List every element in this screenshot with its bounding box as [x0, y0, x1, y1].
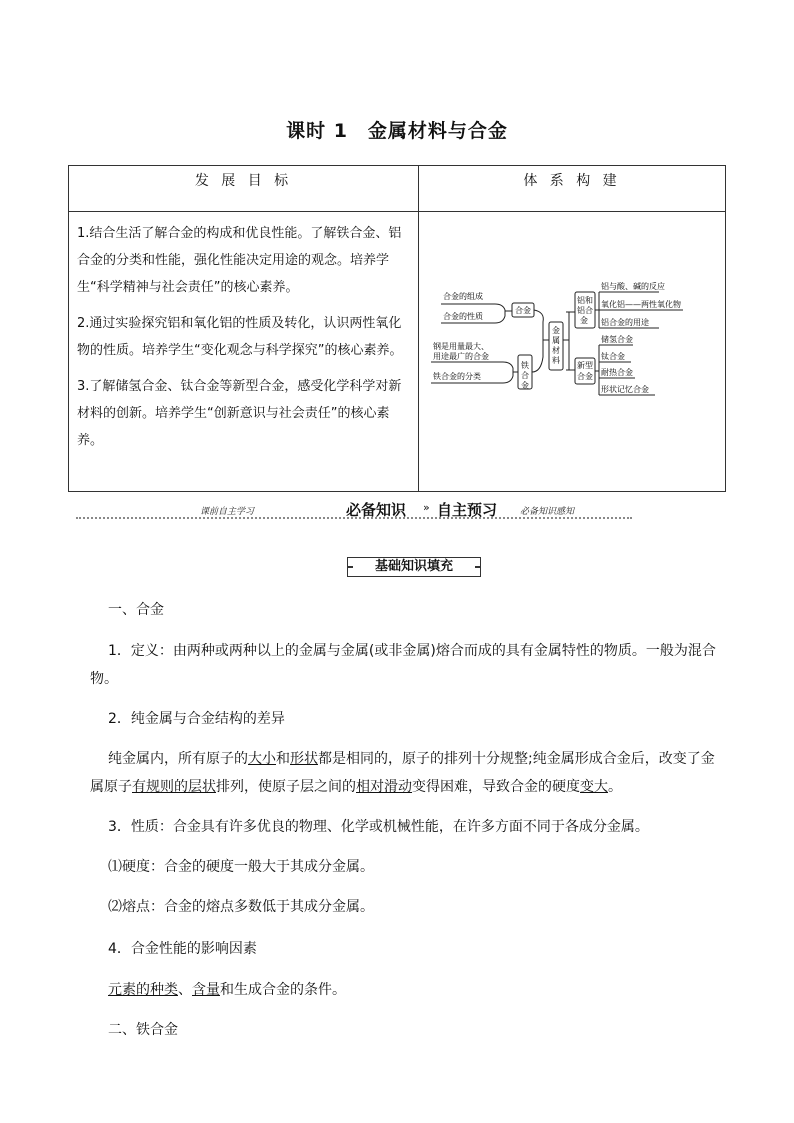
diagram-center-3: 材 [552, 346, 560, 355]
heading-alloy: 一、合金 [108, 602, 164, 618]
diagram-al-1: 铝和 [577, 296, 593, 305]
para-melting: ⑵熔点：合金的熔点多数低于其成分金属。 [108, 899, 374, 915]
banner-main1: 必备知识 [346, 501, 407, 519]
blank-size: 大小 [248, 751, 276, 767]
section-tag: 基础知识填充 [347, 557, 481, 577]
goal-item: 1.结合生活了解合金的构成和优良性能。了解铁合金、铝合金的分类和性能，强化性能决定用途的观念。培养学生“科学精神与社会责任”的核心素养。 [77, 226, 402, 295]
diagram-heat-resistant: 耐热合金 [601, 368, 633, 377]
diagram-steel-line2: 用途最广的合金 [433, 352, 489, 361]
banner-right: 必备知识感知 [520, 507, 575, 517]
para-structure-heading: 2．纯金属与合金结构的差异 [108, 711, 285, 727]
diagram-al-3: 金 [580, 316, 588, 325]
diagram-center-1: 金 [552, 326, 560, 335]
diagram-iron-alloy-3: 金 [521, 381, 529, 390]
blank-content: 含量 [192, 982, 220, 998]
blank-layered: 有规则的层状 [132, 779, 216, 795]
blank-sliding: 相对滑动 [356, 779, 412, 795]
diagram-new-1: 新型 [577, 361, 593, 370]
para-definition-2: 物。 [90, 671, 118, 687]
diagram-alloy: 合金 [515, 306, 531, 315]
para-definition-1: 1．定义：由两种或两种以上的金属与金属(或非金属)熔合而成的具有金属特性的物质。一般为混合 [108, 643, 716, 659]
diagram-al-uses: 铝合金的用途 [601, 318, 649, 327]
blank-harder: 变大 [580, 779, 608, 795]
goal-item: 3.了解储氢合金、钛合金等新型合金，感受化学科学对新材料的创新。培养学生“创新意识与社会责任”的核心素养。 [77, 379, 402, 448]
diagram-center-2: 属 [552, 336, 560, 345]
arrow-icon: » [423, 501, 430, 514]
diagram-al-acid-base: 铝与酸、碱的反应 [601, 282, 665, 291]
goals-cell [69, 212, 419, 492]
diagram-hydrogen-storage: 储氢合金 [601, 335, 633, 344]
diagram-new-2: 合金 [577, 372, 593, 381]
diagram-iron-alloy-2: 合 [521, 371, 529, 380]
diagram-iron-alloy-1: 铁 [521, 361, 529, 370]
diagram-al-2: 铝合 [577, 306, 593, 315]
col-header-goals: 发 展 目 标 [69, 166, 419, 212]
diagram-alloy-composition: 合金的组成 [443, 292, 483, 301]
para-factors: 元素的种类、含量和生成合金的条件。 [108, 982, 346, 998]
diagram-al-oxide: 氧化铝——两性氧化物 [601, 300, 681, 309]
banner-main2: 自主预习 [437, 501, 498, 519]
para-properties: 3．性质：合金具有许多优良的物理、化学或机械性能，在许多方面不同于各成分金属。 [108, 819, 649, 835]
concept-map [419, 212, 727, 496]
goals-table [68, 165, 726, 492]
diagram-iron-classification: 铁合金的分类 [433, 372, 481, 381]
para-structure-1: 纯金属内，所有原子的大小和形状都是相同的，原子的排列十分规整;纯金属形成合金后，改变了金 [108, 751, 715, 767]
framework-cell [419, 212, 726, 492]
diagram-center-4: 料 [552, 356, 560, 365]
banner-rule [76, 517, 632, 519]
diagram-shape-memory: 形状记忆合金 [601, 385, 649, 394]
para-hardness: ⑴硬度：合金的硬度一般大于其成分金属。 [108, 859, 374, 875]
section-banner [76, 497, 632, 523]
banner-left: 课前自主学习 [200, 507, 255, 517]
para-factors-heading: 4．合金性能的影响因素 [108, 941, 257, 957]
blank-element-type: 元素的种类 [108, 982, 178, 998]
diagram-steel-line1: 钢是用量最大、 [433, 342, 489, 351]
col-header-framework: 体 系 构 建 [419, 166, 726, 212]
diagram-titanium: 钛合金 [601, 352, 625, 361]
diagram-alloy-properties: 合金的性质 [443, 312, 483, 321]
blank-shape: 形状 [290, 751, 318, 767]
heading-iron-alloy: 二、铁合金 [108, 1022, 178, 1038]
page-title: 课时 1 金属材料与合金 [286, 120, 508, 142]
para-structure-2: 属原子有规则的层状排列，使原子层之间的相对滑动变得困难，导致合金的硬度变大。 [90, 779, 622, 795]
goal-item: 2.通过实验探究铝和氧化铝的性质及转化，认识两性氧化物的性质。培养学生“变化观念与科学探究”的核心素养。 [77, 316, 403, 358]
